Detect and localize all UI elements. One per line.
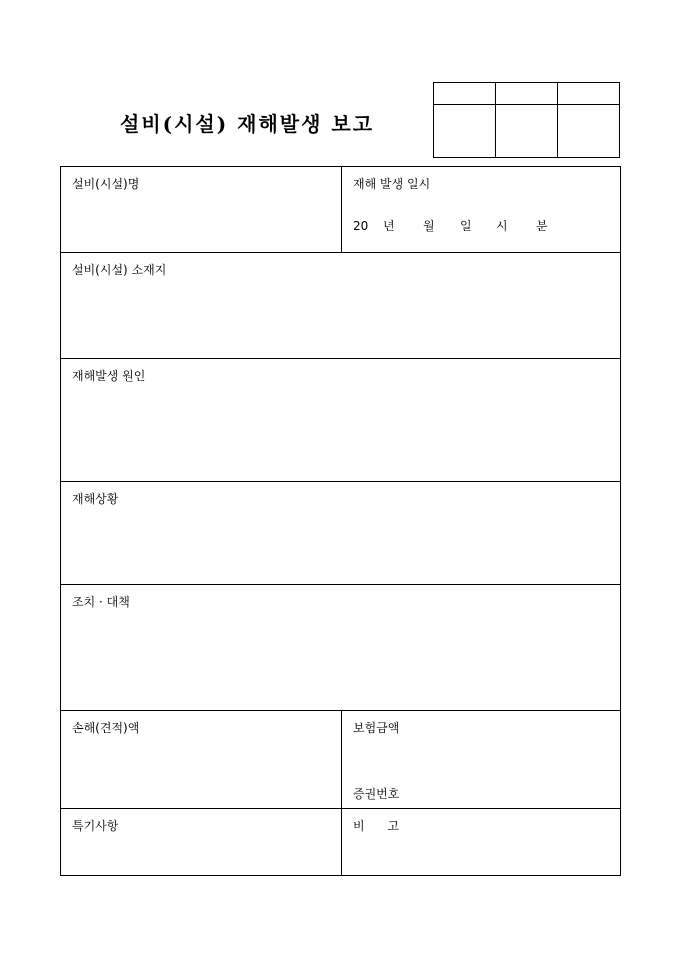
row-cause bbox=[61, 359, 620, 482]
damage-amount-label: 손해(견적)액 bbox=[72, 721, 140, 735]
cause-label: 재해발생 원인 bbox=[72, 369, 146, 383]
row-remarks bbox=[61, 809, 620, 875]
approval-header-cell-1 bbox=[434, 83, 496, 105]
location-label: 설비(시설) 소재지 bbox=[72, 263, 167, 277]
row-location bbox=[61, 253, 620, 359]
cause-cell[interactable] bbox=[61, 359, 620, 481]
remarks-label: 비 고 bbox=[353, 819, 400, 833]
situation-cell[interactable] bbox=[61, 482, 620, 584]
facility-name-cell[interactable] bbox=[61, 167, 342, 252]
location-cell[interactable] bbox=[61, 253, 620, 358]
measures-cell[interactable] bbox=[61, 585, 620, 710]
remarks-cell[interactable] bbox=[342, 809, 620, 875]
document-title: 설비(시설) 재해발생 보고 bbox=[120, 112, 375, 136]
approval-header-cell-2 bbox=[496, 83, 558, 105]
special-notes-cell[interactable] bbox=[61, 809, 342, 875]
special-notes-label: 특기사항 bbox=[72, 819, 119, 833]
facility-name-label: 설비(시설)명 bbox=[72, 177, 140, 191]
measures-label: 조치 · 대책 bbox=[72, 595, 130, 609]
hour-unit: 시 bbox=[496, 219, 508, 233]
approval-sign-cell-1[interactable] bbox=[434, 105, 496, 157]
month-unit: 월 bbox=[423, 219, 435, 233]
occurrence-datetime-cell[interactable] bbox=[342, 167, 620, 252]
year-unit: 년 bbox=[383, 219, 395, 233]
year-prefix: 20 bbox=[353, 219, 369, 233]
row-measures bbox=[61, 585, 620, 711]
report-form bbox=[60, 166, 621, 876]
row-situation bbox=[61, 482, 620, 585]
damage-amount-cell[interactable] bbox=[61, 711, 342, 808]
policy-number-label: 증권번호 bbox=[353, 787, 400, 801]
row-damage bbox=[61, 711, 620, 809]
approval-sign-cell-2[interactable] bbox=[496, 105, 558, 157]
day-unit: 일 bbox=[460, 219, 472, 233]
approval-sign-cell-3[interactable] bbox=[558, 105, 619, 157]
row-facility-datetime bbox=[61, 167, 620, 253]
minute-unit: 분 bbox=[536, 219, 548, 233]
situation-label: 재해상황 bbox=[72, 492, 119, 506]
datetime-fields bbox=[353, 217, 548, 234]
insurance-cell[interactable] bbox=[342, 711, 620, 808]
approval-box bbox=[433, 82, 620, 158]
approval-header-cell-3 bbox=[558, 83, 619, 105]
insurance-amount-label: 보험금액 bbox=[353, 721, 400, 735]
occurrence-datetime-label: 재해 발생 일시 bbox=[353, 177, 431, 191]
